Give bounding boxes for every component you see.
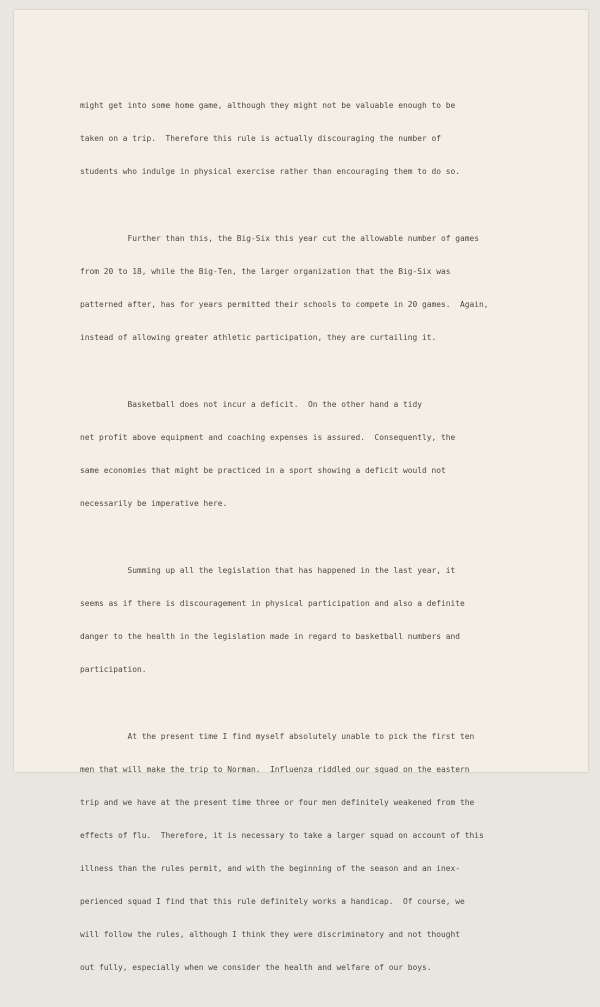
paragraph-4 <box>80 543 560 697</box>
paragraph-5 <box>80 709 560 995</box>
text-line: patterned after, has for years permitted their schools to compete in 20 games. Again, <box>80 300 489 309</box>
text-line: out fully, especially when we consider the health and welfare of our boys. <box>80 963 432 972</box>
text-line: same economies that might be practiced in a sport showing a deficit would not <box>80 466 446 475</box>
paragraph-3 <box>80 377 560 531</box>
text-line: participation. <box>80 665 147 674</box>
text-line: taken on a trip. Therefore this rule is actually discouraging the number of <box>80 134 442 143</box>
text-line: men that will make the trip to Norman. Influenza riddled our squad on the eastern <box>80 765 470 774</box>
text-line: At the present time I find myself absolutely unable to pick the first ten <box>80 732 475 741</box>
text-line: perienced squad I find that this rule definitely works a handicap. Of course, we <box>80 897 465 906</box>
document-page <box>14 10 588 972</box>
text-line: necessarily be imperative here. <box>80 499 228 508</box>
text-line: from 20 to 18, while the Big-Ten, the larger organization that the Big-Six was <box>80 267 451 276</box>
paragraph-2 <box>80 211 560 365</box>
text-line: illness than the rules permit, and with the beginning of the season and an inex- <box>80 864 461 873</box>
text-line: instead of allowing greater athletic participation, they are curtailing it. <box>80 333 437 342</box>
text-line: will follow the rules, although I think they were discriminatory and not thought <box>80 930 461 939</box>
text-line: Basketball does not incur a deficit. On the other hand a tidy <box>80 400 423 409</box>
text-line: net profit above equipment and coaching expenses is assured. Consequently, the <box>80 433 456 442</box>
typed-text-body <box>80 78 560 1007</box>
text-line: danger to the health in the legislation made in regard to basketball numbers and <box>80 632 461 641</box>
text-line: Further than this, the Big-Six this year cut the allowable number of games <box>80 234 480 243</box>
paragraph-1 <box>80 78 560 199</box>
text-line: might get into some home game, although they might not be valuable enough to be <box>80 101 456 110</box>
text-line: effects of flu. Therefore, it is necessary to take a larger squad on account of this <box>80 831 484 840</box>
text-line: seems as if there is discouragement in physical participation and also a definite <box>80 599 465 608</box>
text-line: trip and we have at the present time three or four men definitely weakened from the <box>80 798 475 807</box>
text-line: students who indulge in physical exercise rather than encouraging them to do so. <box>80 167 461 176</box>
text-line: Summing up all the legislation that has happened in the last year, it <box>80 566 456 575</box>
corner-mark <box>34 52 46 60</box>
